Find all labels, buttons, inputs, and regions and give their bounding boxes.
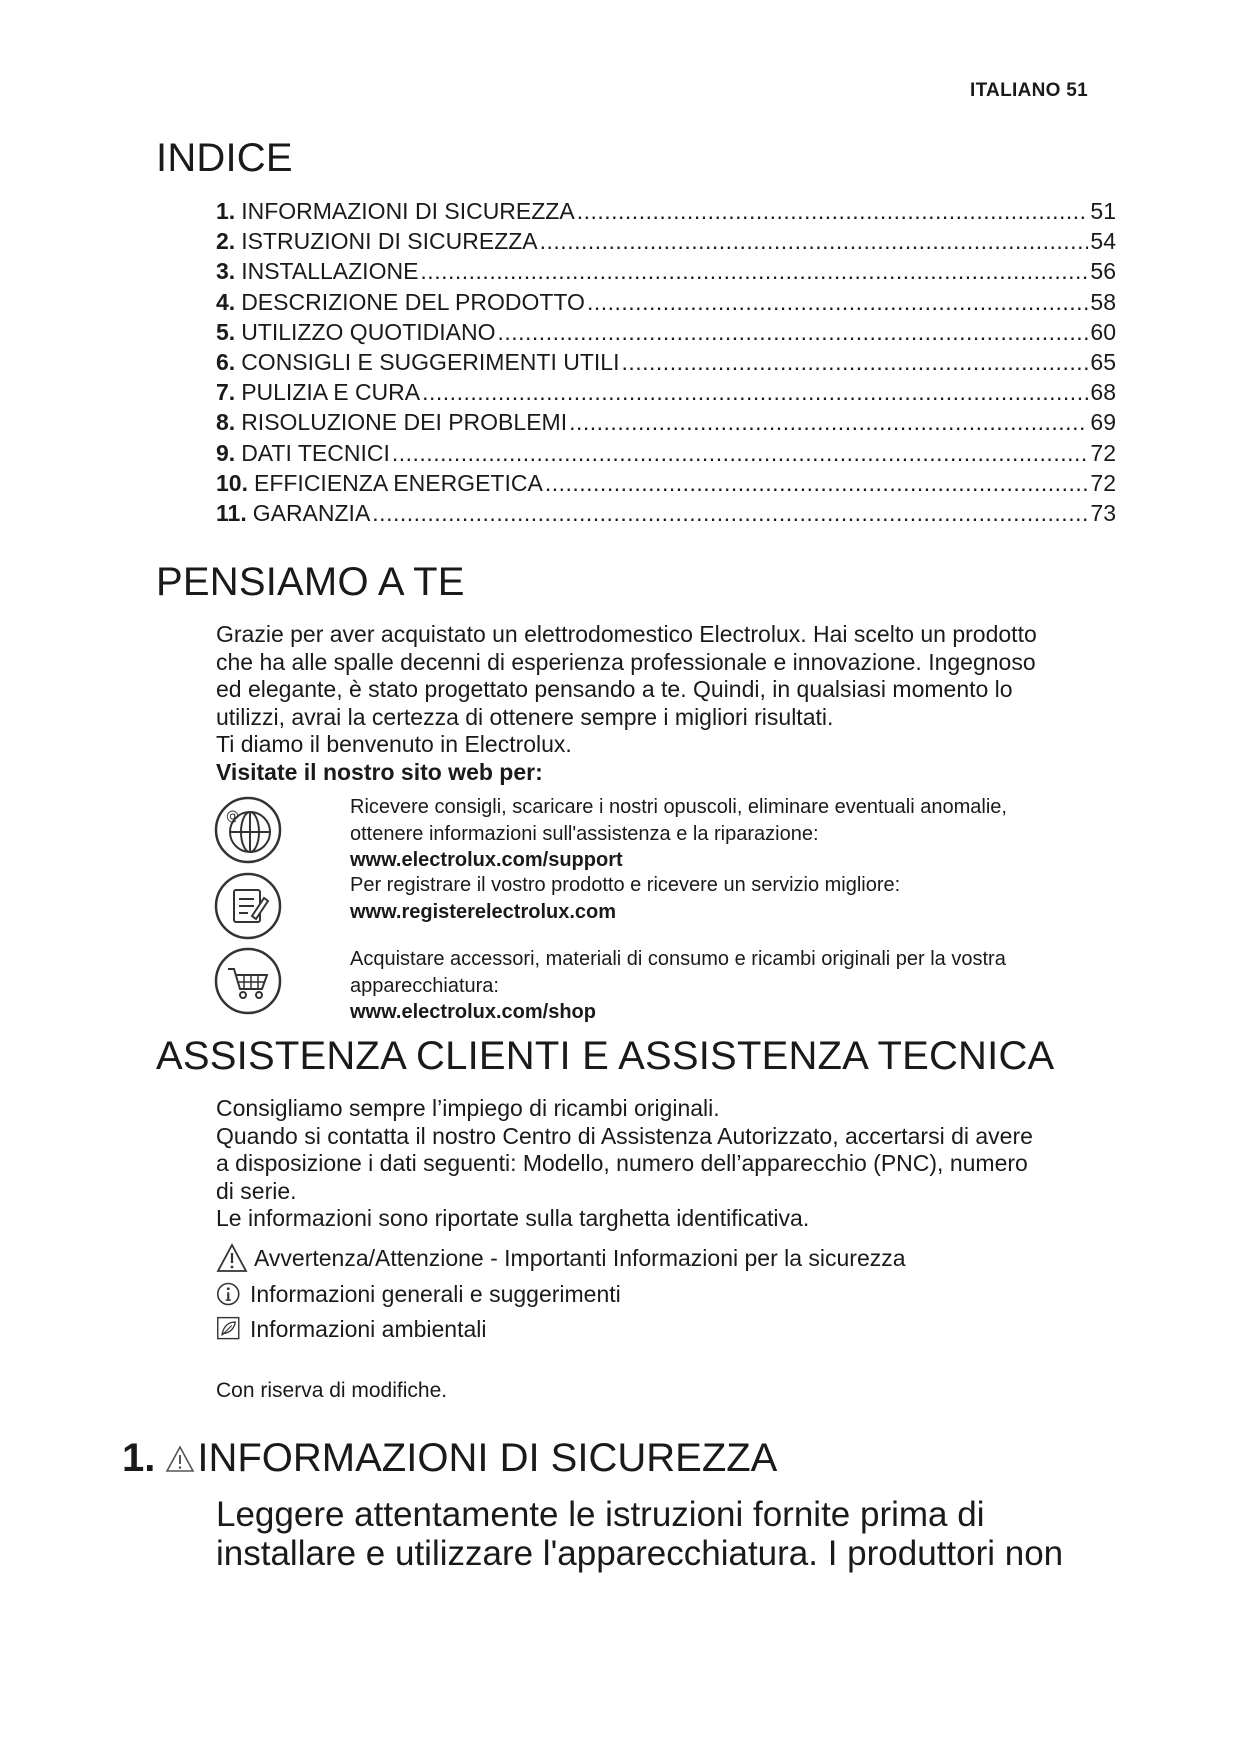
shop-link[interactable]: www.electrolux.com/shop [350,1001,596,1023]
visit-label: Visitate il nostro sito web per: [216,758,543,785]
toc-page: 60 [1090,318,1116,345]
toc-title: PULIZIA E CURA [241,379,421,406]
toc-leader [621,347,1088,377]
toc-num: 5. [216,318,236,345]
text-line: Leggere attentamente le istruzioni fornite prima di [216,1495,985,1534]
warning-icon [165,1444,195,1474]
running-header: ITALIANO 51 [969,80,1088,101]
pensiamo-text [216,621,1116,786]
toc-page: 58 [1090,288,1116,315]
legend-warning [216,1243,906,1273]
toc-leader [569,407,1088,437]
toc-leader [587,287,1088,317]
toc-row[interactable] [216,196,1116,226]
toc-num: 3. [216,258,236,285]
toc-row[interactable] [216,226,1116,256]
text-line: Ricevere consigli, scaricare i nostri opuscoli, eliminare eventuali anomalie, [350,796,1007,818]
toc-page: 68 [1090,379,1116,406]
toc-num: 7. [216,379,236,406]
pensiamo-heading: PENSIAMO A TE [156,560,465,604]
toc-page: 54 [1090,228,1116,255]
shopping-cart-icon [214,947,282,1015]
toc-num: 4. [216,288,236,315]
text-line: ed elegante, è stato progettato pensando a te. Quindi, in qualsiasi momento lo [216,676,1013,702]
toc-page: 51 [1090,198,1116,224]
legend-info [216,1279,621,1309]
toc-row[interactable] [216,438,1116,468]
toc-title: UTILIZZO QUOTIDIANO [241,318,496,345]
text-line: utilizzi, avrai la certezza di ottenere sempre i migliori risultati. [216,703,834,730]
toc-page: 69 [1090,409,1116,436]
text-line: Grazie per aver acquistato un elettrodomestico Electrolux. Hai scelto un prodotto [216,621,1037,647]
toc-heading: INDICE [156,136,293,180]
text-line: ottenere informazioni sull'assistenza e la riparazione: [350,822,819,845]
text-line: Acquistare accessori, materiali di consumo e ricambi originali per la vostra [350,948,1006,970]
toc-title: GARANZIA [252,499,371,526]
legend-text: Avvertenza/Attenzione - Importanti Informazioni per la sicurezza [254,1245,906,1271]
toc-leader [545,468,1089,498]
support-link[interactable]: www.electrolux.com/support [350,849,623,871]
legend-text: Informazioni generali e suggerimenti [250,1281,621,1307]
text-line: di serie. [216,1177,297,1204]
toc-leader [577,196,1089,226]
toc-row[interactable] [216,407,1116,437]
text-line: Le informazioni sono riportate sulla targhetta identificativa. [216,1205,810,1231]
chapter-heading [122,1436,777,1481]
register-link[interactable]: www.registerelectrolux.com [350,900,617,923]
toc-page: 65 [1090,348,1116,375]
toc-num: 11. [216,499,247,526]
toc-title: ISTRUZIONI DI SICUREZZA [241,228,538,255]
toc-title: INSTALLAZIONE [241,258,419,285]
assistenza-heading: ASSISTENZA CLIENTI E ASSISTENZA TECNICA [156,1034,1055,1078]
chapter-number: 1. [122,1436,156,1480]
toc-leader [422,377,1088,407]
toc-title: DATI TECNICI [241,439,390,466]
toc-leader [420,256,1088,286]
toc-page: 73 [1090,499,1116,526]
note-text: Con riserva di modifiche. [216,1379,448,1402]
table-of-contents [216,196,1116,528]
text-line: Consigliamo sempre l’impiego di ricambi originali. [216,1095,720,1121]
toc-leader [372,498,1088,528]
text-line: a disposizione i dati seguenti: Modello, numero dell’apparecchio (PNC), numero [216,1150,1028,1176]
toc-title: DESCRIZIONE DEL PRODOTTO [241,288,585,315]
web-item-text [350,946,1130,1026]
warning-icon [216,1243,248,1273]
toc-leader [540,226,1089,256]
toc-page: 72 [1090,439,1116,466]
text-line: Ti diamo il benvenuto in Electrolux. [216,731,572,757]
toc-leader [497,317,1088,347]
toc-row[interactable] [216,498,1116,528]
toc-page: 56 [1090,258,1116,285]
text-line: Per registrare il vostro prodotto e ricevere un servizio migliore: [350,874,901,896]
toc-num: 10. [216,469,248,496]
svg-text:@: @ [226,809,239,824]
toc-title: EFFICIENZA ENERGETICA [253,469,543,496]
text-line: installare e utilizzare l'apparecchiatura. I produttori non [216,1534,1064,1573]
toc-title: CONSIGLI E SUGGERIMENTI UTILI [241,348,620,375]
toc-row[interactable] [216,317,1116,347]
toc-title: INFORMAZIONI DI SICUREZZA [241,198,575,224]
toc-page: 72 [1090,469,1116,496]
text-line: apparecchiatura: [350,974,499,997]
web-item-text [350,872,1130,925]
register-form-icon [214,872,282,940]
text-line: Quando si contatta il nostro Centro di Assistenza Autorizzato, accertarsi di avere [216,1122,1033,1149]
info-icon [216,1279,244,1309]
toc-title: RISOLUZIONE DEI PROBLEMI [241,409,568,436]
toc-num: 1. [216,198,236,224]
toc-leader [392,438,1089,468]
legend-environment [216,1314,487,1344]
toc-row[interactable] [216,347,1116,377]
toc-num: 9. [216,439,236,466]
toc-num: 6. [216,348,236,375]
toc-row[interactable] [216,256,1116,286]
text-line: che ha alle spalle decenni di esperienza professionale e innovazione. Ingegnoso [216,648,1036,675]
toc-num: 2. [216,228,236,255]
toc-row[interactable] [216,468,1116,498]
toc-num: 8. [216,409,236,436]
chapter-title: INFORMAZIONI DI SICUREZZA [197,1436,778,1480]
toc-row[interactable] [216,287,1116,317]
toc-row[interactable] [216,377,1116,407]
globe-icon [214,796,282,864]
web-item-text [350,794,1130,874]
assistenza-text [216,1095,1116,1233]
environment-leaf-icon [216,1314,244,1344]
legend-text: Informazioni ambientali [250,1316,487,1342]
chapter-intro [216,1495,1116,1573]
